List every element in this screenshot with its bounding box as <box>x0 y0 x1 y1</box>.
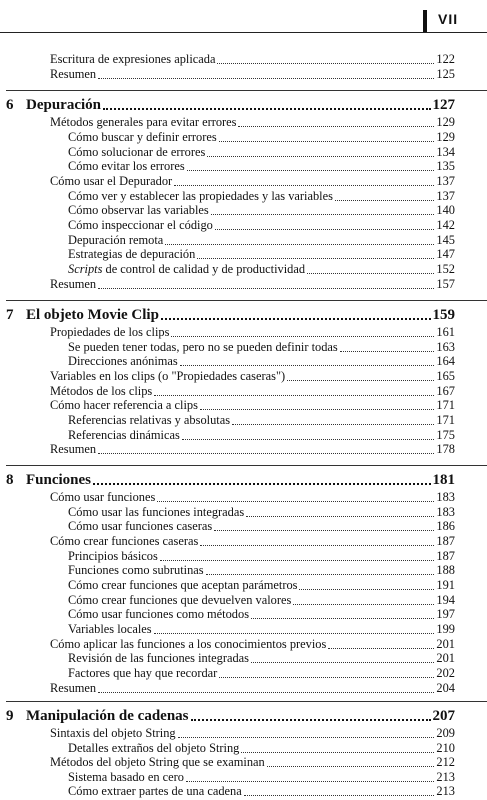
toc-entry <box>50 726 455 741</box>
entry-title: Métodos generales para evitar errores <box>50 115 237 129</box>
dot-leader <box>217 62 434 64</box>
toc-entry <box>68 354 455 369</box>
entry-page-number: 122 <box>436 52 455 66</box>
dot-leader <box>187 169 435 171</box>
toc-entry <box>50 174 455 189</box>
toc-entry <box>50 384 455 399</box>
dot-leader <box>293 603 434 605</box>
entry-page-number: 165 <box>436 369 455 383</box>
entry-page-number: 157 <box>436 277 455 291</box>
entry-page-number: 187 <box>436 549 455 563</box>
entry-title: Cómo crear funciones que devuelven valores <box>68 593 292 607</box>
dot-leader <box>246 515 434 517</box>
entry-title: Cómo usar funciones <box>50 490 156 504</box>
entry-title: Cómo solucionar de errores <box>68 145 206 159</box>
entry-page-number: 127 <box>432 97 455 113</box>
dot-leader <box>287 379 434 381</box>
dot-leader <box>207 155 434 157</box>
toc-chapter-entry <box>6 306 455 324</box>
entry-title: Métodos del objeto String que se examinan <box>50 755 265 769</box>
dot-leader <box>299 588 434 590</box>
entry-page-number: 147 <box>436 247 455 261</box>
entry-page-number: 167 <box>436 384 455 398</box>
dot-leader <box>182 438 435 440</box>
dot-leader <box>214 529 434 531</box>
page-number: VII <box>438 11 459 27</box>
dot-leader <box>98 77 434 79</box>
toc-entry <box>68 130 455 145</box>
toc-entry <box>50 637 455 652</box>
dot-leader <box>267 765 435 767</box>
entry-page-number: 129 <box>436 115 455 129</box>
dot-leader <box>328 647 434 649</box>
entry-title: Cómo ver y establecer las propiedades y las variables <box>68 189 333 203</box>
toc-entry <box>68 563 455 578</box>
dot-leader <box>200 544 434 546</box>
entry-page-number: 140 <box>436 203 455 217</box>
toc-chapter-entry <box>6 707 455 725</box>
entry-title-rest: de control de calidad y de productividad <box>102 262 306 276</box>
chapter-number: 9 <box>6 708 14 724</box>
entry-page-number: 183 <box>436 505 455 519</box>
dot-leader <box>219 676 434 678</box>
dot-leader <box>180 364 435 366</box>
dot-leader <box>161 317 431 320</box>
toc-entry <box>68 233 455 248</box>
entry-title: Funciones <box>26 472 92 488</box>
entry-page-number: 142 <box>436 218 455 232</box>
entry-title: Cómo crear funciones caseras <box>50 534 199 548</box>
chapter-number: 7 <box>6 307 14 323</box>
dot-leader <box>211 213 435 215</box>
entry-title: Sintaxis del objeto String <box>50 726 176 740</box>
entry-title-emphasis: Scripts <box>68 262 103 276</box>
toc-entry <box>68 340 455 355</box>
toc-entry <box>68 505 455 520</box>
toc-entry <box>68 247 455 262</box>
toc-entry <box>50 52 455 67</box>
toc-entry <box>68 428 455 443</box>
entry-page-number: 159 <box>432 307 455 323</box>
dot-leader <box>160 559 435 561</box>
entry-title: Referencias relativas y absolutas <box>68 413 231 427</box>
entry-page-number: 135 <box>436 159 455 173</box>
entry-title: Propiedades de los clips <box>50 325 170 339</box>
toc-entry <box>68 622 455 637</box>
toc-entry <box>68 413 455 428</box>
entry-title: Principios básicos <box>68 549 158 563</box>
dot-leader <box>340 350 435 352</box>
entry-title: Variables en los clips (o "Propiedades caseras") <box>50 369 286 383</box>
toc-entry <box>50 325 455 340</box>
entry-title: Estrategias de depuración <box>68 247 196 261</box>
dot-leader <box>307 272 434 274</box>
toc-entry <box>68 549 455 564</box>
dot-leader <box>200 408 434 410</box>
toc-entry <box>68 519 455 534</box>
entry-page-number: 204 <box>436 681 455 695</box>
dot-leader <box>244 794 435 796</box>
entry-page-number: 209 <box>436 726 455 740</box>
entry-title: Cómo inspeccionar el código <box>68 218 213 232</box>
dot-leader <box>98 287 434 289</box>
dot-leader <box>98 452 434 454</box>
toc-entry <box>68 784 455 799</box>
dot-leader <box>241 751 434 753</box>
entry-page-number: 186 <box>436 519 455 533</box>
toc-entry <box>68 262 455 277</box>
toc-entry <box>68 593 455 608</box>
entry-page-number: 125 <box>436 67 455 81</box>
dot-leader <box>251 617 434 619</box>
running-header <box>0 2 487 32</box>
entry-title: Métodos de los clips <box>50 384 153 398</box>
chapter-separator-rule <box>6 701 487 702</box>
entry-page-number: 201 <box>436 651 455 665</box>
dot-leader <box>93 482 430 485</box>
toc-entry <box>68 741 455 756</box>
toc-entry <box>68 607 455 622</box>
toc-entry <box>50 115 455 130</box>
entry-title: Revisión de las funciones integradas <box>68 651 249 665</box>
toc-entry <box>68 578 455 593</box>
entry-title: Referencias dinámicas <box>68 428 180 442</box>
toc-entry <box>50 67 455 82</box>
entry-title: Resumen <box>50 442 97 456</box>
entry-page-number: 201 <box>436 637 455 651</box>
entry-title: Direcciones anónimas <box>68 354 178 368</box>
entry-page-number: 137 <box>436 174 455 188</box>
entry-title: Cómo usar el Depurador <box>50 174 173 188</box>
chapter-separator-rule <box>6 465 487 466</box>
entry-page-number: 207 <box>432 708 455 724</box>
dot-leader <box>232 423 434 425</box>
entry-title: Depuración remota <box>68 233 164 247</box>
entry-title: Se pueden tener todas, pero no se pueden definir todas <box>68 340 338 354</box>
dot-leader <box>197 257 434 259</box>
entry-title: Escritura de expresiones aplicada <box>50 52 216 66</box>
entry-page-number: 175 <box>436 428 455 442</box>
entry-page-number: 181 <box>432 472 455 488</box>
dot-leader <box>186 780 434 782</box>
chapter-separator-rule <box>6 300 487 301</box>
toc-entry <box>50 681 455 696</box>
toc-chapter-entry <box>6 96 455 114</box>
dot-leader <box>215 228 435 230</box>
entry-page-number: 210 <box>436 741 455 755</box>
entry-title: Cómo evitar los errores <box>68 159 185 173</box>
chapter-number: 8 <box>6 472 14 488</box>
entry-title <box>68 262 305 277</box>
entry-page-number: 129 <box>436 130 455 144</box>
entry-title: Resumen <box>50 67 97 81</box>
entry-page-number: 194 <box>436 593 455 607</box>
entry-title: Factores que hay que recordar <box>68 666 218 680</box>
dot-leader <box>191 718 431 721</box>
entry-title: Resumen <box>50 277 97 291</box>
entry-page-number: 188 <box>436 563 455 577</box>
dot-leader <box>171 335 434 337</box>
dot-leader <box>238 125 434 127</box>
dot-leader <box>219 140 435 142</box>
entry-title: Cómo aplicar las funciones a los conocimientos previos <box>50 637 327 651</box>
header-rule <box>0 32 487 33</box>
toc-entry <box>50 442 455 457</box>
toc-entry <box>68 145 455 160</box>
entry-page-number: 191 <box>436 578 455 592</box>
entry-page-number: 163 <box>436 340 455 354</box>
toc-entry <box>50 755 455 770</box>
toc-entry <box>68 770 455 785</box>
entry-page-number: 171 <box>436 398 455 412</box>
dot-leader <box>154 632 435 634</box>
entry-title: Depuración <box>26 97 101 113</box>
entry-title: Cómo usar funciones como métodos <box>68 607 250 621</box>
entry-page-number: 187 <box>436 534 455 548</box>
entry-page-number: 164 <box>436 354 455 368</box>
entry-title: El objeto Movie Clip <box>26 307 159 323</box>
entry-title: Cómo buscar y definir errores <box>68 130 217 144</box>
dot-leader <box>251 661 434 663</box>
toc-entry <box>68 218 455 233</box>
toc-chapter-entry <box>6 471 455 489</box>
dot-leader <box>157 500 434 502</box>
toc-entry <box>68 203 455 218</box>
entry-page-number: 202 <box>436 666 455 680</box>
dot-leader <box>178 736 435 738</box>
dot-leader <box>103 107 431 110</box>
entry-title: Cómo crear funciones que aceptan parámetros <box>68 578 298 592</box>
entry-page-number: 134 <box>436 145 455 159</box>
entry-page-number: 145 <box>436 233 455 247</box>
toc-entry <box>50 534 455 549</box>
entry-title: Cómo usar las funciones integradas <box>68 505 245 519</box>
entry-title: Cómo observar las variables <box>68 203 209 217</box>
dot-leader <box>174 184 434 186</box>
entry-page-number: 199 <box>436 622 455 636</box>
entry-page-number: 183 <box>436 490 455 504</box>
entry-title: Cómo extraer partes de una cadena <box>68 784 242 798</box>
header-bar-mark <box>423 10 427 32</box>
entry-page-number: 161 <box>436 325 455 339</box>
dot-leader <box>154 394 434 396</box>
toc-entry <box>50 369 455 384</box>
toc-entry <box>68 159 455 174</box>
entry-title: Variables locales <box>68 622 152 636</box>
entry-title: Funciones como subrutinas <box>68 563 204 577</box>
toc-entry <box>68 651 455 666</box>
dot-leader <box>165 243 434 245</box>
entry-title: Manipulación de cadenas <box>26 708 189 724</box>
entry-page-number: 171 <box>436 413 455 427</box>
toc-entry <box>50 490 455 505</box>
entry-page-number: 213 <box>436 770 455 784</box>
entry-page-number: 197 <box>436 607 455 621</box>
toc-entry <box>68 666 455 681</box>
toc-entry <box>68 189 455 204</box>
entry-page-number: 137 <box>436 189 455 203</box>
entry-title: Sistema basado en cero <box>68 770 184 784</box>
entry-title: Detalles extraños del objeto String <box>68 741 240 755</box>
chapter-number: 6 <box>6 97 14 113</box>
entry-title: Cómo hacer referencia a clips <box>50 398 198 412</box>
entry-title: Resumen <box>50 681 97 695</box>
entry-page-number: 212 <box>436 755 455 769</box>
entry-title: Cómo usar funciones caseras <box>68 519 213 533</box>
toc-entry <box>50 398 455 413</box>
dot-leader <box>206 573 435 575</box>
dot-leader <box>98 691 434 693</box>
entry-page-number: 178 <box>436 442 455 456</box>
chapter-separator-rule <box>6 90 487 91</box>
toc-entry <box>50 277 455 292</box>
dot-leader <box>335 199 434 201</box>
entry-page-number: 152 <box>436 262 455 276</box>
entry-page-number: 213 <box>436 784 455 798</box>
